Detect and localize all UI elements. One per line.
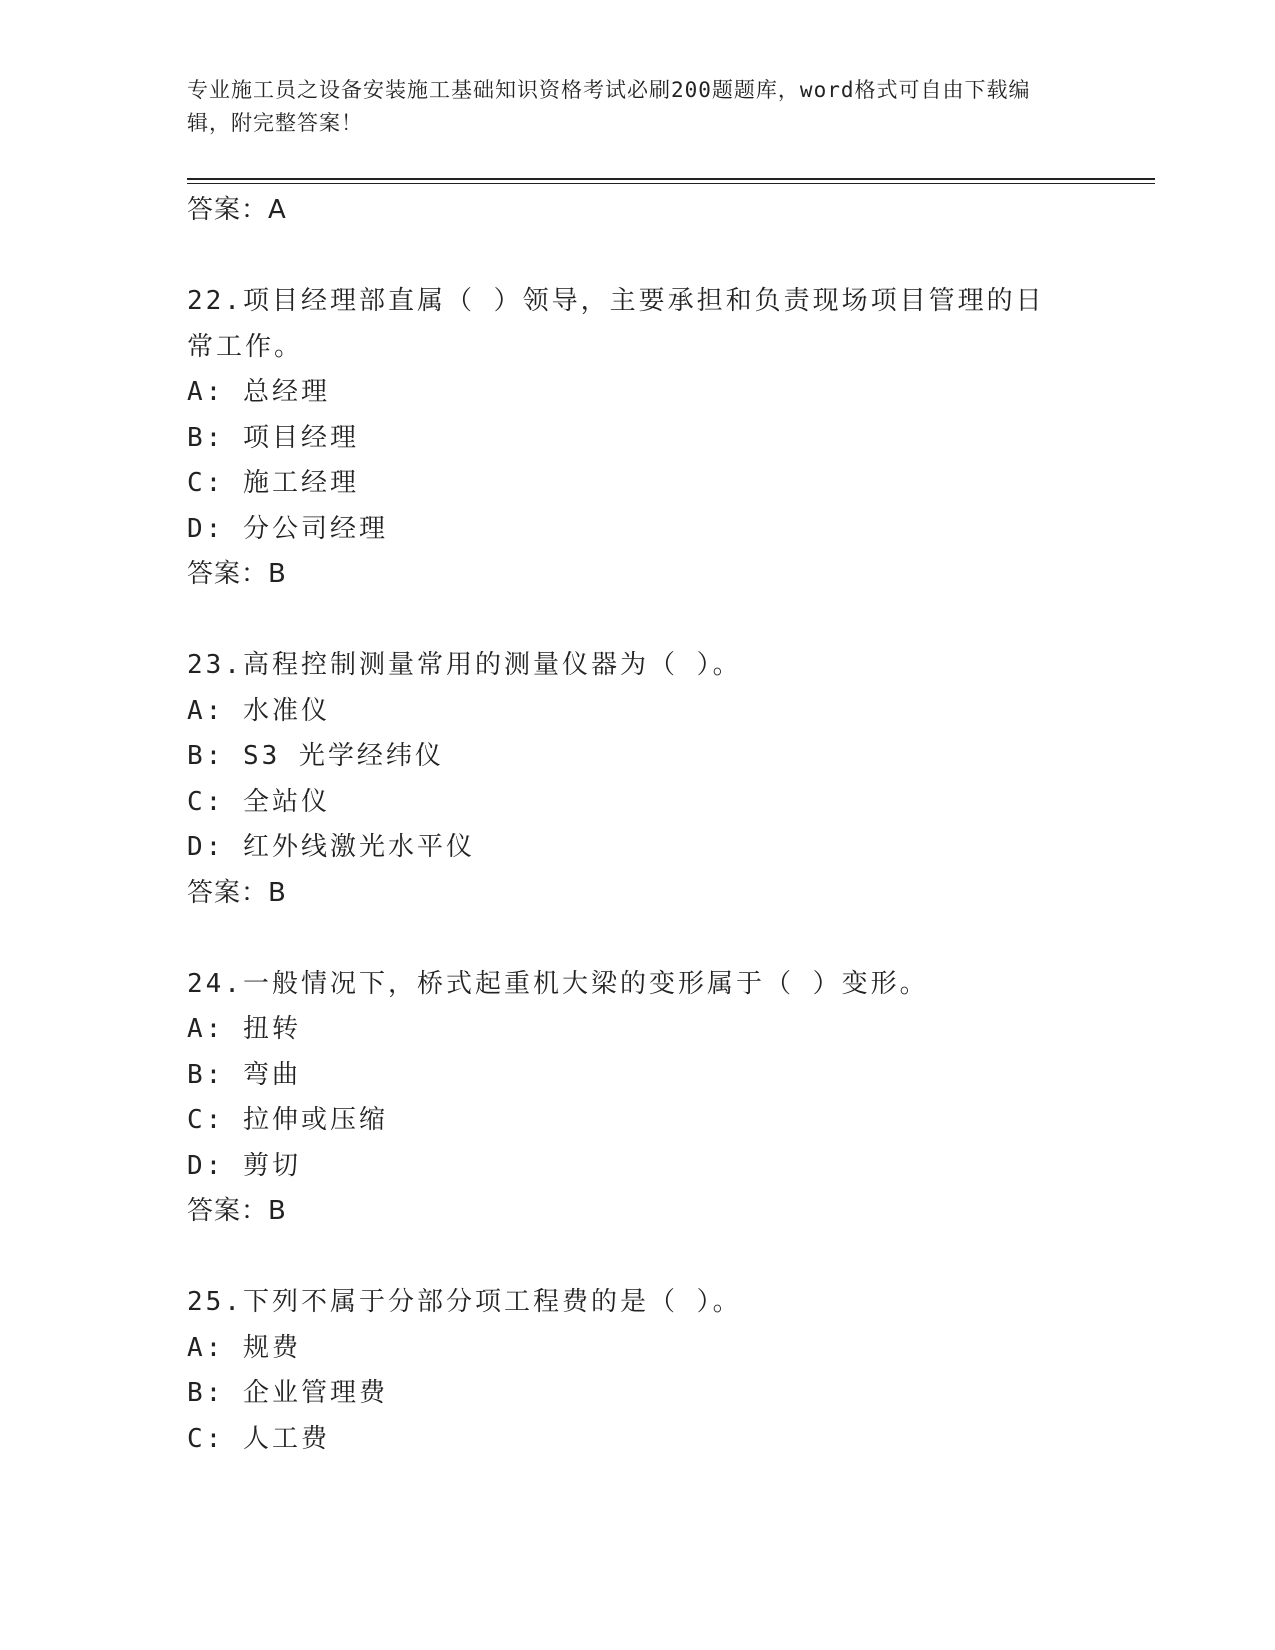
question-stem: 25.下列不属于分部分项工程费的是（ ）。 [187,1287,742,1317]
option-d: D: 剪切 [187,1150,301,1181]
spacer [187,916,1087,962]
option-c: C: 人工费 [187,1423,330,1454]
spacer [187,598,1087,644]
spacer [187,234,1087,280]
answer-line: 答案：B [187,559,287,589]
answer-line: 答案：A [187,195,287,225]
answer-line: 答案：B [187,877,287,908]
option-d: D: 分公司经理 [187,513,388,544]
option-b: B: 企业管理费 [187,1378,388,1408]
question-content [187,188,1087,1462]
option-d: D: 红外线激光水平仪 [187,832,475,862]
question-stem: 24.一般情况下，桥式起重机大梁的变形属于（ ）变形。 [187,968,929,999]
header-rule-thick [187,178,1155,180]
option-b: B: S3 光学经纬仪 [187,741,444,771]
option-c: C: 拉伸或压缩 [187,1105,388,1135]
option-c: C: 全站仪 [187,786,330,817]
answer-line: 答案：B [187,1196,287,1226]
option-b: B: 弯曲 [187,1059,301,1090]
option-a: A: 水准仪 [187,695,330,726]
question-stem: 23.高程控制测量常用的测量仪器为（ ）。 [187,650,742,680]
document-header: 专业施工员之设备安装施工基础知识资格考试必刷200题题库，word格式可自由下载编辑，附完整答案！ [187,78,1031,135]
option-b: B: 项目经理 [187,422,359,453]
option-a: A: 总经理 [187,377,330,407]
option-a: A: 规费 [187,1332,301,1363]
option-a: A: 扭转 [187,1014,301,1044]
header-rule-thin [187,183,1155,184]
option-c: C: 施工经理 [187,468,359,498]
question-stem: 22.项目经理部直属（ ）领导，主要承担和负责现场项目管理的日常工作。 [187,286,1045,362]
spacer [187,1235,1087,1281]
